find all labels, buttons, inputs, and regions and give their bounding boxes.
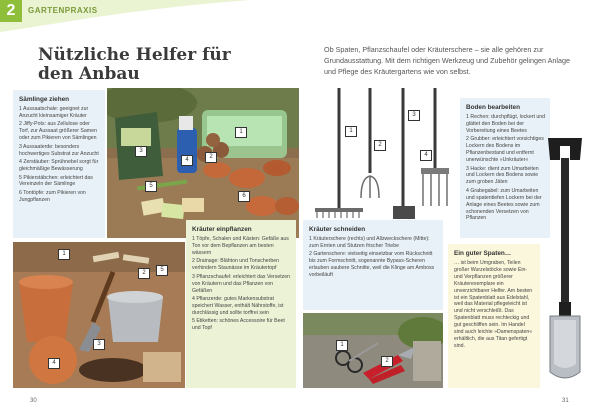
label-1: 1 — [235, 127, 247, 138]
label-6: 6 — [238, 191, 250, 202]
header-swoosh — [0, 0, 250, 32]
box-spaten-text: … ist beim Umgraben, Teilen großer Wurzelstöcke sowie Ein- und Verpflanzen größerer Kräuterexemplare ein unverzichtbarer Helfer. Am besten ist ein Spatenblatt aus Edelstahl, weil das Material pflegeleicht ist und nicht verschleißt. Das Spatenblatt muss rechteckig und gut geschliffen sein. Im Handel sind auch leichte »Damenspaten« erhältlich, die aus Titan gefertigt sind. — [454, 260, 533, 349]
intro-text: Ob Spaten, Pflanzschaufel oder Kräuterschere – sie alle gehören zur Grundausstattung. Mit dem richtigen Werkzeug und Zubehör gelingen Anlage und Pflege des Kräutergartens wie von selbst. — [324, 45, 570, 76]
list-item: 5 Pikierstäbchen: erleichtert das Vereinzeln der Sämlinge — [19, 174, 93, 188]
list-item: 1 Rechen: durchpflügt, lockert und glättet den Boden bei der Vorbereitung eines Beetes — [466, 114, 546, 134]
label-1: 1 — [58, 249, 70, 260]
label-2: 2 — [205, 152, 217, 163]
list-item: 1 Kräuterschere (rechts) und Allzweckschere (Mitte): zum Ernten und Stutzen frischer Triebe — [309, 236, 430, 249]
label-3: 3 — [135, 146, 147, 157]
list-item: 3 Aussaaterde: besonders hochwertiges Substrat zur Anzucht — [19, 143, 99, 157]
list-item: 3 Hacke: dient zum Umarbeiten und Lockern des Bodens sowie zum groben Jäten — [466, 165, 539, 186]
label-4: 4 — [48, 358, 60, 369]
list-item: 4 Grabegabel: zum Umarbeiten und spatentiefen Lockern bei der Anlage eines Beetes sowie zum schonenden Versetzen von Pflanzen — [466, 187, 542, 222]
page-title — [38, 46, 298, 84]
box-spaten — [448, 244, 540, 388]
photo-pots — [13, 242, 185, 388]
chapter-label: GARTENPRAXIS — [28, 6, 98, 15]
photo-scissors — [303, 313, 443, 388]
list-item: 4 Pflanzerde: gutes Markensubstrat speichert Wasser, enthält Nährstoffe, ist durchlässig und sollte torffrei sein — [192, 296, 284, 316]
label-3: 3 — [408, 110, 420, 121]
box-kraeuter — [186, 220, 296, 388]
label-2: 2 — [381, 356, 393, 367]
label-5: 5 — [145, 181, 157, 192]
label-1: 1 — [345, 126, 357, 137]
box-saemlinge-title: Sämlinge ziehen — [19, 96, 70, 103]
page-number-left: 30 — [30, 398, 37, 404]
list-item: 1 Aussaatschale: geeignet zur Anzucht kleinsamiger Kräuter — [19, 106, 89, 119]
title-line-2: den Anbau — [38, 64, 140, 84]
box-schneiden — [303, 220, 443, 310]
label-1: 1 — [336, 340, 348, 351]
page-number-right: 31 — [562, 398, 569, 404]
box-kraeuter-title: Kräuter einpflanzen — [192, 226, 252, 233]
list-item: 6 Tontöpfe: zum Pikieren von Jungpflanzen — [19, 189, 86, 203]
chapter-number: 2 — [0, 0, 22, 22]
list-item: 2 Drainage: Blähton und Tonscherben verhindern Staunässe im Kräutertopf — [192, 258, 280, 272]
list-item: 2 Gartenschere: vielseitig einsetzbar vom Rückschnitt bis zum Formschnitt, sogenannte Bypass-Scheren erlauben saubere Schnitte, weil die Klinge am Amboss vorbeiläuft — [309, 251, 435, 279]
label-5: 5 — [156, 265, 168, 276]
title-line-1: Nützliche Helfer für — [38, 45, 231, 65]
photo-spade — [540, 132, 590, 387]
box-spaten-title: Ein guter Spaten… — [454, 250, 512, 257]
label-2: 2 — [138, 268, 150, 279]
label-4: 4 — [181, 155, 193, 166]
list-item: 2 Grubber: erleichtert vorsichtiges Lockern des Bodens im Pflanzenbestand und entfernt unerwünschte »Unkräuter« — [466, 136, 544, 164]
box-boden-title: Boden bearbeiten — [466, 104, 520, 111]
list-item: 5 Etiketten: schönes Accessoire für Beet und Topf — [192, 318, 285, 332]
list-item: 2 Jiffy-Pots: aus Zellulose oder Torf, zur Aussaat größerer Samen oder zum Pikieren von Sämlingen — [19, 121, 97, 142]
box-saemlinge — [13, 90, 105, 238]
box-boden — [460, 98, 550, 238]
list-item: 4 Zerstäuber: Sprühnebel sorgt für gleichmäßige Bewässerung — [19, 159, 99, 173]
photo-tools — [303, 88, 455, 238]
photo-seedlings — [107, 88, 299, 238]
list-item: 3 Pflanzschaufel: erleichtert das Versetzen von Kräutern und das Pflanzen von Gefäßen — [192, 273, 291, 294]
label-4: 4 — [420, 150, 432, 161]
label-2: 2 — [374, 140, 386, 151]
box-schneiden-title: Kräuter schneiden — [309, 226, 366, 233]
label-3: 3 — [93, 339, 105, 350]
list-item: 1 Töpfe, Schalen und Kästen: Gefäße aus Ton vor dem Bepflanzen am besten wässern — [192, 236, 289, 256]
